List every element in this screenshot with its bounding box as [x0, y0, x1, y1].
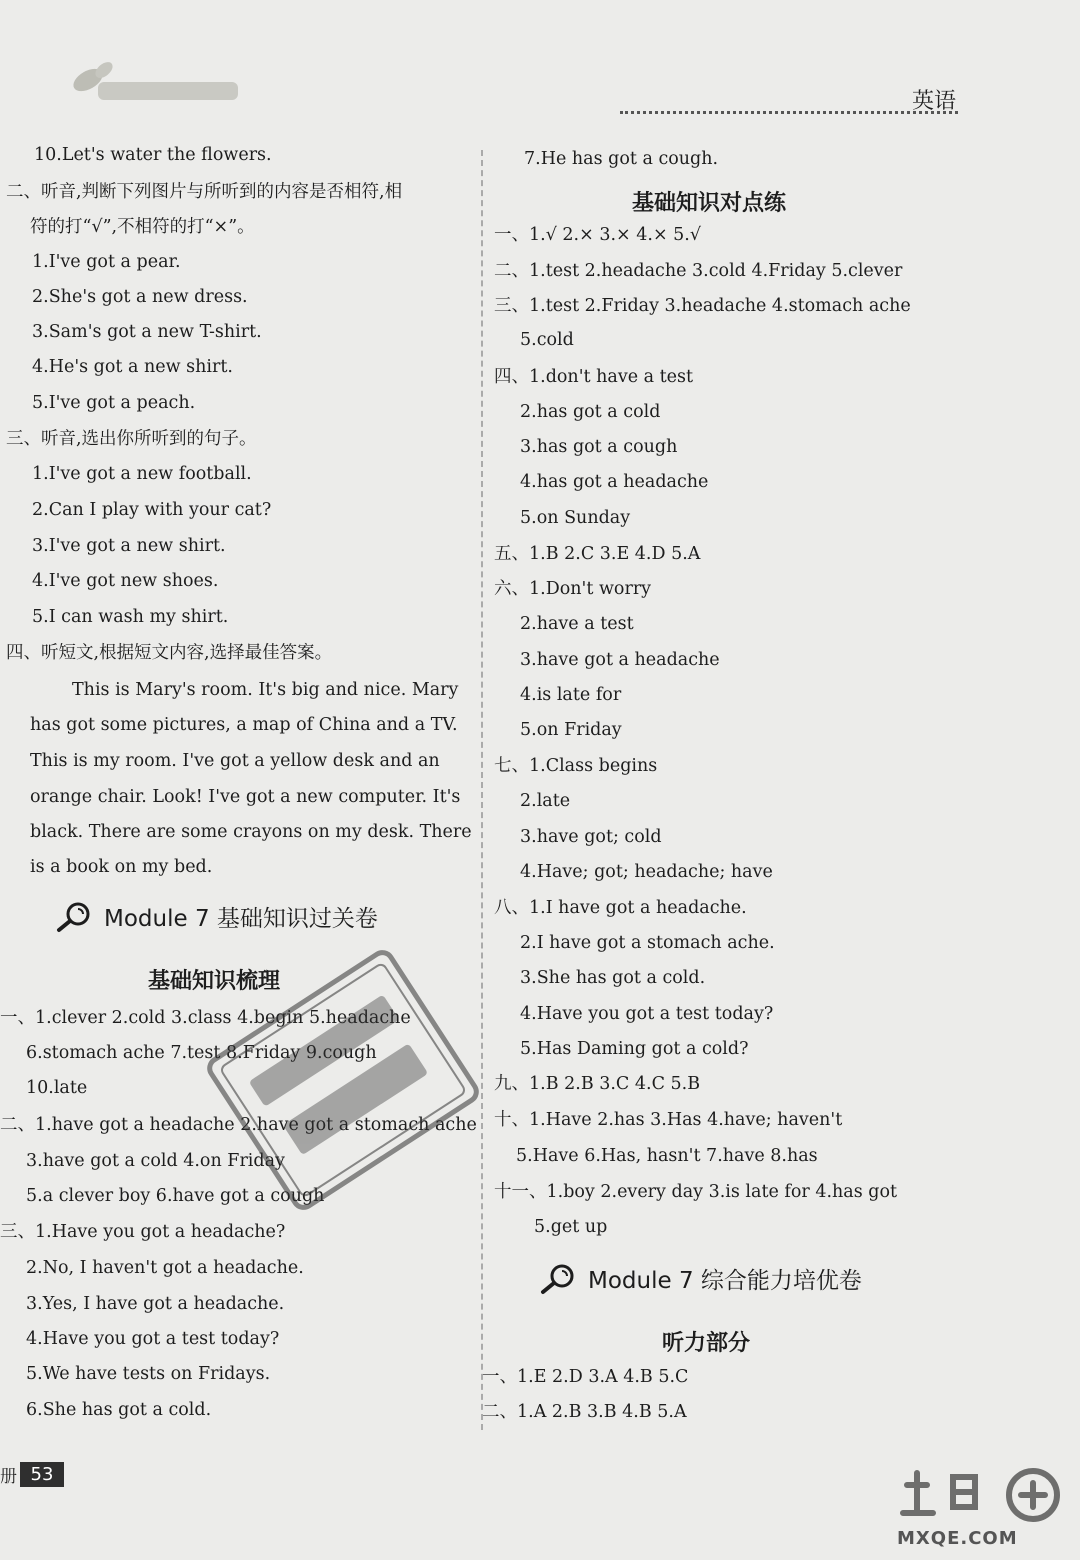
answer-line: 六、1.Don't worry — [494, 579, 652, 599]
answer-line: 3.have got a headache — [520, 650, 720, 670]
answer-line: 二、1.have got a headache 2.have got a stomach ache — [0, 1115, 477, 1135]
question-heading: 符的打“√”,不相符的打“×”。 — [30, 217, 255, 237]
answer-line: 九、1.B 2.B 3.C 4.C 5.B — [494, 1074, 701, 1094]
page-footer — [0, 1462, 64, 1487]
answer-line: 4.is late for — [520, 685, 622, 705]
answer-line: 4.He's got a new shirt. — [32, 357, 233, 377]
answer-line: 2.No, I haven't got a headache. — [26, 1258, 304, 1278]
passage-line: has got some pictures, a map of China and a TV. — [30, 715, 458, 735]
magnifier-icon — [540, 1263, 578, 1295]
passage-line: This is my room. I've got a yellow desk and an — [30, 751, 440, 771]
answer-line: 1.I've got a pear. — [32, 252, 181, 272]
answer-line: 1.I've got a new football. — [32, 464, 252, 484]
module-title — [540, 1262, 862, 1295]
answer-line: 6.stomach ache 7.test 8.Friday 9.cough — [26, 1043, 377, 1063]
answer-line: 2.has got a cold — [520, 402, 661, 422]
question-heading: 四、听短文,根据短文内容,选择最佳答案。 — [6, 643, 333, 663]
answer-line: 3.Yes, I have got a headache. — [26, 1294, 285, 1314]
volume-label: 册 — [0, 1467, 17, 1487]
section-title: 基础知识梳理 — [148, 969, 281, 994]
answer-line: 七、1.Class begins — [494, 756, 658, 776]
answer-line: 3.have got; cold — [520, 827, 662, 847]
module-title — [56, 900, 378, 933]
answer-line: 三、1.test 2.Friday 3.headache 4.stomach ache — [494, 296, 911, 316]
answer-line: 2.have a test — [520, 614, 634, 634]
answer-line: 四、1.don't have a test — [494, 367, 694, 387]
answer-line: 五、1.B 2.C 3.E 4.D 5.A — [494, 544, 701, 564]
answer-line: 4.has got a headache — [520, 472, 709, 492]
answer-line: 十、1.Have 2.has 3.Has 4.have; haven't — [494, 1110, 843, 1130]
question-heading: 二、听音,判断下列图片与所听到的内容是否相符,相 — [6, 182, 403, 202]
answer-line: 3.She has got a cold. — [520, 968, 706, 988]
answer-line: 2.Can I play with your cat? — [32, 500, 272, 520]
answer-line: 3.have got a cold 4.on Friday — [26, 1151, 285, 1171]
answer-line: 5.We have tests on Fridays. — [26, 1364, 271, 1384]
answer-line: 5.Have 6.Has, hasn't 7.have 8.has — [516, 1146, 818, 1166]
answer-line: 5.get up — [534, 1217, 608, 1237]
answer-line: 一、1.E 2.D 3.A 4.B 5.C — [482, 1367, 689, 1387]
answer-line: 4.Have; got; headache; have — [520, 862, 773, 882]
answer-line: 十一、1.boy 2.every day 3.is late for 4.has got — [494, 1182, 898, 1202]
answer-line: 二、1.A 2.B 3.B 4.B 5.A — [482, 1402, 687, 1422]
answer-line: 2.She's got a new dress. — [32, 287, 248, 307]
passage-line: orange chair. Look! I've got a new computer. It's — [30, 787, 461, 807]
answer-line: 3.I've got a new shirt. — [32, 536, 226, 556]
answer-line: 八、1.I have got a headache. — [494, 898, 747, 918]
passage-line: This is Mary's room. It's big and nice. Mary — [72, 680, 459, 700]
passage-line: is a book on my bed. — [30, 857, 213, 877]
answer-line: 4.Have you got a test today? — [520, 1004, 774, 1024]
subject-label: 英语 — [912, 89, 957, 114]
answer-line: 4.Have you got a test today? — [26, 1329, 280, 1349]
answer-line: 10.late — [26, 1078, 88, 1098]
module-title-text: Module 7 综合能力培优卷 — [588, 1268, 862, 1294]
answer-line: 5.cold — [520, 330, 574, 350]
page-number: 53 — [20, 1462, 64, 1487]
answer-line: 5.I can wash my shirt. — [32, 607, 229, 627]
answer-line: 5.on Sunday — [520, 508, 631, 528]
passage-line: black. There are some crayons on my desk. There — [30, 822, 472, 842]
listening-title: 听力部分 — [662, 1331, 751, 1356]
column-separator — [481, 150, 483, 1430]
answer-line: 4.I've got new shoes. — [32, 571, 219, 591]
answer-line: 2.I have got a stomach ache. — [520, 933, 775, 953]
answer-line: 一、1.clever 2.cold 3.class 4.begin 5.headache — [0, 1008, 411, 1028]
answer-line: 3.Sam's got a new T-shirt. — [32, 322, 262, 342]
question-heading: 三、听音,选出你所听到的句子。 — [6, 429, 257, 449]
answer-line: 一、1.√ 2.× 3.× 4.× 5.√ — [494, 225, 702, 245]
answer-line: 7.He has got a cough. — [524, 149, 719, 169]
answer-line: 三、1.Have you got a headache? — [0, 1222, 286, 1242]
answer-line: 3.has got a cough — [520, 437, 678, 457]
section-title: 基础知识对点练 — [632, 191, 787, 216]
answer-line: 5.Has Daming got a cold? — [520, 1039, 749, 1059]
answer-line: 10.Let's water the flowers. — [34, 145, 272, 165]
answer-line: 5.a clever boy 6.have got a cough — [26, 1186, 325, 1206]
publisher-logo — [58, 58, 248, 108]
magnifier-icon — [56, 901, 94, 933]
module-title-text: Module 7 基础知识过关卷 — [104, 906, 378, 932]
answer-line: 二、1.test 2.headache 3.cold 4.Friday 5.clever — [494, 261, 903, 281]
answer-line: 5.on Friday — [520, 720, 622, 740]
header-dotted-rule — [620, 111, 958, 114]
answer-line: 5.I've got a peach. — [32, 393, 196, 413]
watermark-url: MXQE.COM — [897, 1528, 1018, 1549]
answer-line: 2.late — [520, 791, 571, 811]
answer-line: 6.She has got a cold. — [26, 1400, 212, 1420]
